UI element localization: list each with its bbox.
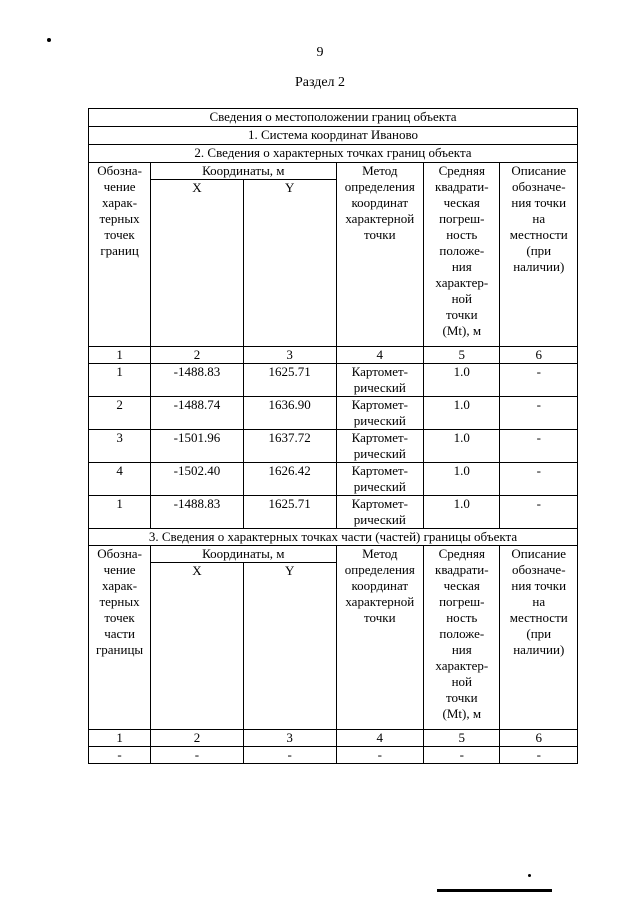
text-line: ной	[451, 291, 472, 306]
text-line: рический	[353, 479, 406, 494]
header-description-text	[502, 546, 575, 658]
point-id: 1	[89, 364, 151, 397]
section-title: Раздел 2	[294, 75, 346, 90]
text-line: погреш-	[439, 594, 485, 609]
text-line: характерной	[345, 594, 415, 609]
text-line: характерной	[345, 211, 415, 226]
text-line: ния	[451, 642, 472, 657]
header-error-text	[426, 546, 497, 722]
text-line: харак-	[102, 578, 138, 593]
text-line: Метод	[362, 546, 398, 561]
coord-y: 1625.71	[243, 496, 336, 529]
part-point-id: -	[89, 747, 151, 764]
coord-x: -1502.40	[151, 463, 244, 496]
text-line: границы	[95, 642, 144, 657]
text-line: квадрати-	[435, 179, 489, 194]
header-designation-part-text	[91, 546, 148, 658]
error: 1.0	[424, 397, 500, 430]
column-number: 6	[500, 730, 578, 747]
text-line: Обозна-	[97, 546, 142, 561]
point-id: 3	[89, 430, 151, 463]
text-line: местности	[509, 610, 568, 625]
text-line: местности	[509, 227, 568, 242]
text-line: Средняя	[438, 163, 485, 178]
method	[336, 463, 424, 496]
description: -	[500, 496, 578, 529]
header-method	[336, 163, 424, 347]
text-line: наличии)	[513, 259, 565, 274]
header-description-text	[502, 163, 575, 275]
coordinate-system: 1. Система координат Иваново	[89, 127, 578, 145]
method	[336, 430, 424, 463]
coord-y: 1626.42	[243, 463, 336, 496]
description: -	[500, 463, 578, 496]
text-line: ной	[451, 674, 472, 689]
text-line: ность	[446, 610, 478, 625]
table-row	[89, 430, 578, 463]
text-line: точки	[446, 690, 478, 705]
header-designation	[89, 163, 151, 347]
text-line: ческая	[443, 578, 480, 593]
text-line: Картомет-	[351, 496, 408, 511]
column-number: 5	[424, 730, 500, 747]
part-coord-y: -	[243, 747, 336, 764]
page-number: 9	[316, 45, 324, 60]
coord-y: 1625.71	[243, 364, 336, 397]
coord-x: -1488.83	[151, 364, 244, 397]
part-error: -	[424, 747, 500, 764]
text-line: Картомет-	[351, 463, 408, 478]
error: 1.0	[424, 496, 500, 529]
text-line: терных	[99, 211, 140, 226]
text-line: ния точки	[511, 195, 567, 210]
text-line: Картомет-	[351, 364, 408, 379]
text-line: Метод	[362, 163, 398, 178]
section3-title: 3. Сведения о характерных точках части (частей) границы объекта	[89, 529, 578, 546]
text-line: определения	[344, 562, 415, 577]
text-line: наличии)	[513, 642, 565, 657]
text-line: определения	[344, 179, 415, 194]
method-text	[339, 364, 422, 396]
point-id: 4	[89, 463, 151, 496]
text-line: части	[104, 626, 135, 641]
text-line: (при	[526, 243, 552, 258]
signature-line	[437, 889, 552, 892]
error: 1.0	[424, 430, 500, 463]
signature-mark	[528, 874, 531, 877]
method	[336, 397, 424, 430]
boundary-table	[88, 108, 578, 764]
description: -	[500, 430, 578, 463]
header-x: X	[151, 180, 244, 347]
text-line: (при	[526, 626, 552, 641]
table-row	[89, 463, 578, 496]
coord-x: -1501.96	[151, 430, 244, 463]
method-text	[339, 463, 422, 495]
column-number: 3	[243, 730, 336, 747]
header-error-text	[426, 163, 497, 339]
column-number: 6	[500, 347, 578, 364]
column-number: 4	[336, 347, 424, 364]
text-line: обозначе-	[511, 179, 566, 194]
text-line: (Mt), м	[442, 323, 482, 338]
text-line: квадрати-	[435, 562, 489, 577]
text-line: на	[532, 211, 546, 226]
text-line: Описание	[511, 546, 567, 561]
text-line: чение	[103, 179, 136, 194]
column-number: 3	[243, 347, 336, 364]
method-text	[339, 430, 422, 462]
column-number: 2	[151, 730, 244, 747]
header-designation-part	[89, 546, 151, 730]
point-id: 2	[89, 397, 151, 430]
text-line: точки	[364, 610, 396, 625]
coord-x: -1488.74	[151, 397, 244, 430]
column-number: 4	[336, 730, 424, 747]
text-line: рический	[353, 413, 406, 428]
text-line: Описание	[511, 163, 567, 178]
text-line: характер-	[435, 658, 489, 673]
description: -	[500, 364, 578, 397]
text-line: Картомет-	[351, 397, 408, 412]
header-method-text	[339, 163, 422, 243]
table-title: Сведения о местоположении границ объекта	[89, 109, 578, 127]
coord-y: 1636.90	[243, 397, 336, 430]
table-row	[89, 364, 578, 397]
text-line: положе-	[439, 243, 485, 258]
text-line: рический	[353, 446, 406, 461]
text-line: ность	[446, 227, 478, 242]
column-number: 5	[424, 347, 500, 364]
column-number: 1	[89, 730, 151, 747]
header-error	[424, 546, 500, 730]
table-row	[89, 397, 578, 430]
text-line: чение	[103, 562, 136, 577]
error: 1.0	[424, 463, 500, 496]
text-line: харак-	[102, 195, 138, 210]
column-number: 2	[151, 347, 244, 364]
table-row	[89, 747, 578, 764]
table-row	[89, 496, 578, 529]
header-method-text	[339, 546, 422, 626]
text-line: границ	[100, 243, 139, 258]
method-text	[339, 397, 422, 429]
coord-y: 1637.72	[243, 430, 336, 463]
header-y: Y	[243, 180, 336, 347]
column-numbers-row	[89, 347, 578, 364]
header-designation-text	[91, 163, 148, 259]
header-coordinates: Координаты, м	[151, 163, 336, 180]
part-description: -	[500, 747, 578, 764]
text-line: положе-	[439, 626, 485, 641]
error: 1.0	[424, 364, 500, 397]
section2-title: 2. Сведения о характерных точках границ объекта	[89, 145, 578, 163]
text-line: Обозна-	[97, 163, 142, 178]
stray-dot	[47, 38, 51, 42]
description: -	[500, 397, 578, 430]
point-id: 1	[89, 496, 151, 529]
text-line: ния точки	[511, 578, 567, 593]
column-number: 1	[89, 347, 151, 364]
text-line: координат	[351, 195, 409, 210]
method	[336, 496, 424, 529]
header-y: Y	[243, 563, 336, 730]
text-line: погреш-	[439, 211, 485, 226]
header-description	[500, 546, 578, 730]
text-line: точек	[104, 610, 135, 625]
text-line: точки	[364, 227, 396, 242]
text-line: характер-	[435, 275, 489, 290]
text-line: (Mt), м	[442, 706, 482, 721]
method	[336, 364, 424, 397]
text-line: Средняя	[438, 546, 485, 561]
text-line: точек	[104, 227, 135, 242]
header-coordinates: Координаты, м	[151, 546, 336, 563]
part-method: -	[336, 747, 424, 764]
text-line: терных	[99, 594, 140, 609]
text-line: на	[532, 594, 546, 609]
header-method	[336, 546, 424, 730]
header-description	[500, 163, 578, 347]
column-numbers-row	[89, 730, 578, 747]
text-line: рический	[353, 512, 406, 527]
text-line: точки	[446, 307, 478, 322]
coord-x: -1488.83	[151, 496, 244, 529]
header-x: X	[151, 563, 244, 730]
text-line: ния	[451, 259, 472, 274]
text-line: рический	[353, 380, 406, 395]
method-text	[339, 496, 422, 528]
text-line: Картомет-	[351, 430, 408, 445]
text-line: ческая	[443, 195, 480, 210]
text-line: координат	[351, 578, 409, 593]
text-line: обозначе-	[511, 562, 566, 577]
part-coord-x: -	[151, 747, 244, 764]
header-error	[424, 163, 500, 347]
